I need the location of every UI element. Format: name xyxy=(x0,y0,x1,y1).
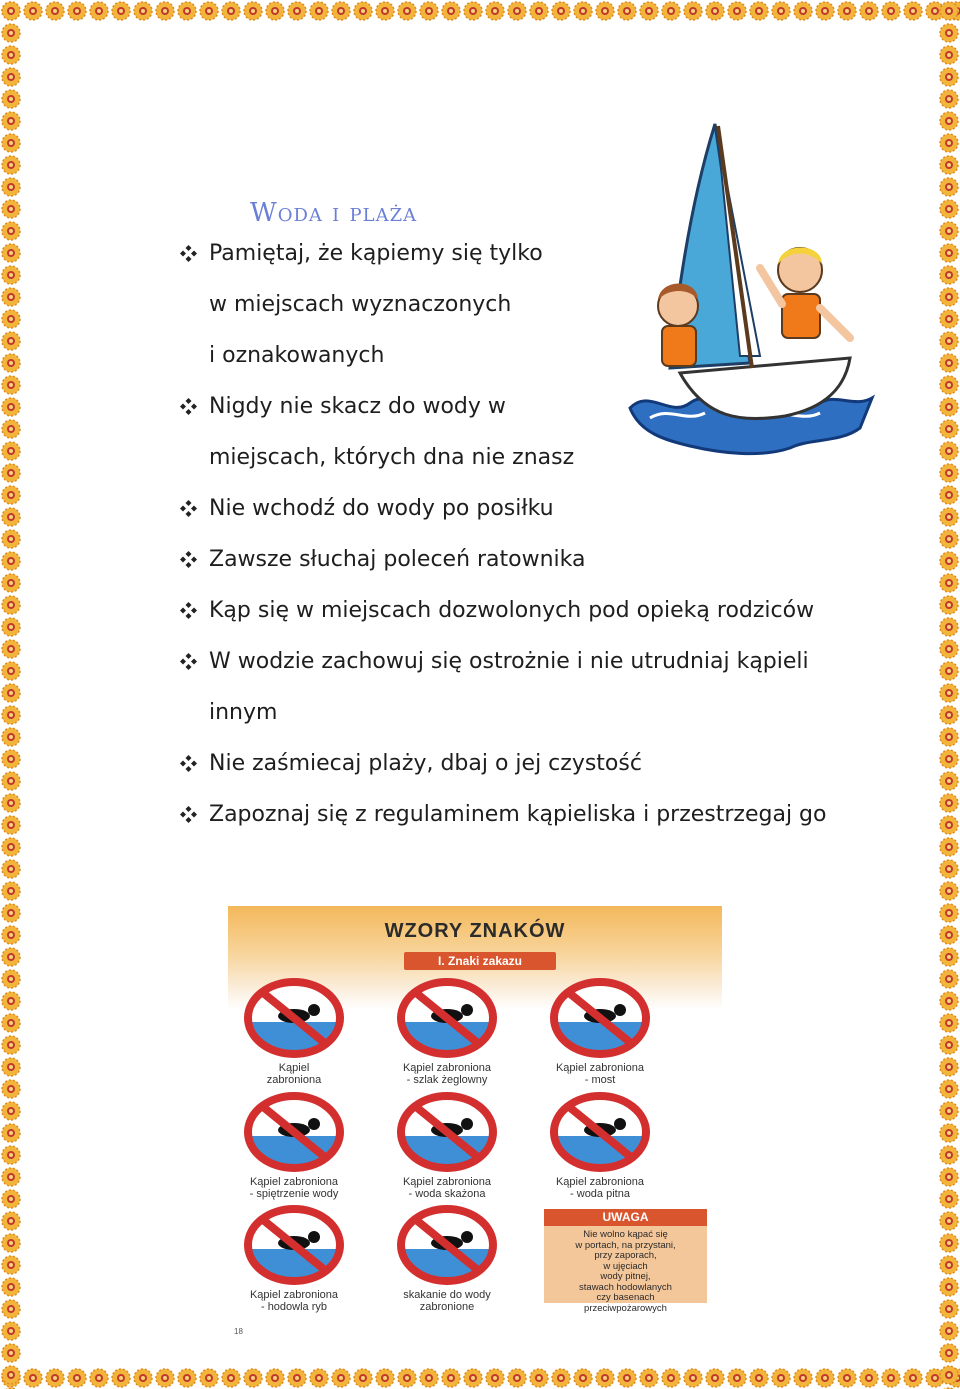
prohibition-sign xyxy=(219,978,369,1086)
no-swimming-dam-icon xyxy=(239,1092,349,1172)
prohibition-sign xyxy=(219,1092,369,1200)
sign-caption: Kąpiel zabroniona - woda skażona xyxy=(402,1176,492,1200)
warning-text: Nie wolno kąpać się w portach, na przystani, przy zaporach, w ujęciach wody pitnej, stawach hodowlanych czy basenach przeciwpożarowych xyxy=(575,1229,676,1314)
prohibition-signs-poster xyxy=(214,900,722,1340)
prohibition-sign xyxy=(372,1205,522,1313)
diamond-bullet-icon xyxy=(180,653,197,670)
sign-caption: Kąpiel zabroniona - woda pitna xyxy=(555,1176,645,1200)
rule-text: innym xyxy=(209,700,278,725)
no-swimming-icon xyxy=(239,978,349,1058)
no-swimming-fish-farm-icon xyxy=(239,1205,349,1285)
rule-text: i oznakowanych xyxy=(209,343,385,368)
no-swimming-drinking-water-icon xyxy=(545,1092,655,1172)
sign-caption: Kąpiel zabroniona - hodowla ryb xyxy=(249,1289,339,1313)
diamond-bullet-icon xyxy=(180,806,197,823)
rule-text: miejscach, których dna nie znasz xyxy=(209,445,575,470)
sign-caption: Kąpiel zabroniona - szlak żeglowny xyxy=(402,1062,492,1086)
sailboat-children-icon xyxy=(610,118,880,460)
no-swimming-polluted-icon xyxy=(392,1092,502,1172)
rule-line xyxy=(180,534,880,585)
rule-line xyxy=(180,687,880,738)
rule-text: Kąp się w miejscach dozwolonych pod opieką rodziców xyxy=(209,598,815,623)
rule-text: Zawsze słuchaj poleceń ratownika xyxy=(209,547,586,572)
no-swimming-shipping-lane-icon xyxy=(392,978,502,1058)
warning-title: UWAGA xyxy=(544,1209,707,1226)
border-top xyxy=(0,0,960,22)
sign-caption: skakanie do wody zabronione xyxy=(403,1289,491,1313)
diamond-bullet-icon xyxy=(180,551,197,568)
rule-line xyxy=(180,789,880,840)
no-swimming-bridge-icon xyxy=(545,978,655,1058)
rule-text: Pamiętaj, że kąpiemy się tylko xyxy=(209,241,543,266)
diamond-bullet-icon xyxy=(180,398,197,415)
rule-line xyxy=(180,483,880,534)
sign-caption: Kąpiel zabroniona xyxy=(266,1062,322,1086)
prohibition-sign xyxy=(525,978,675,1086)
rule-line xyxy=(180,738,880,789)
prohibition-sign xyxy=(372,978,522,1086)
prohibition-sign xyxy=(525,1092,675,1200)
page-title: Woda i plaża xyxy=(250,198,418,228)
prohibition-sign xyxy=(372,1092,522,1200)
warning-box xyxy=(544,1209,707,1314)
rule-text: W wodzie zachowuj się ostrożnie i nie utrudniaj kąpieli xyxy=(209,649,809,674)
sign-caption: Kąpiel zabroniona - most xyxy=(555,1062,645,1086)
border-bottom xyxy=(0,1367,960,1389)
border-right xyxy=(938,0,960,1389)
diamond-bullet-icon xyxy=(180,755,197,772)
poster-title: WZORY ZNAKÓW xyxy=(384,920,566,942)
rule-line xyxy=(180,636,880,687)
diamond-bullet-icon xyxy=(180,245,197,262)
rule-text: Zapoznaj się z regulaminem kąpieliska i przestrzegaj go xyxy=(209,802,827,827)
prohibition-sign xyxy=(219,1205,369,1313)
diamond-bullet-icon xyxy=(180,602,197,619)
rule-text: Nie zaśmiecaj plaży, dbaj o jej czystość xyxy=(209,751,642,776)
poster-subtitle: I. Znaki zakazu xyxy=(404,952,556,970)
rule-text: Nigdy nie skacz do wody w xyxy=(209,394,506,419)
rule-text: Nie wchodź do wody po posiłku xyxy=(209,496,554,521)
rule-text: w miejscach wyznaczonych xyxy=(209,292,512,317)
diamond-bullet-icon xyxy=(180,500,197,517)
poster-page-number: 18 xyxy=(234,1327,243,1336)
border-left xyxy=(0,0,22,1389)
sign-caption: Kąpiel zabroniona - spiętrzenie wody xyxy=(249,1176,339,1200)
no-diving-icon xyxy=(392,1205,502,1285)
rule-line xyxy=(180,585,880,636)
